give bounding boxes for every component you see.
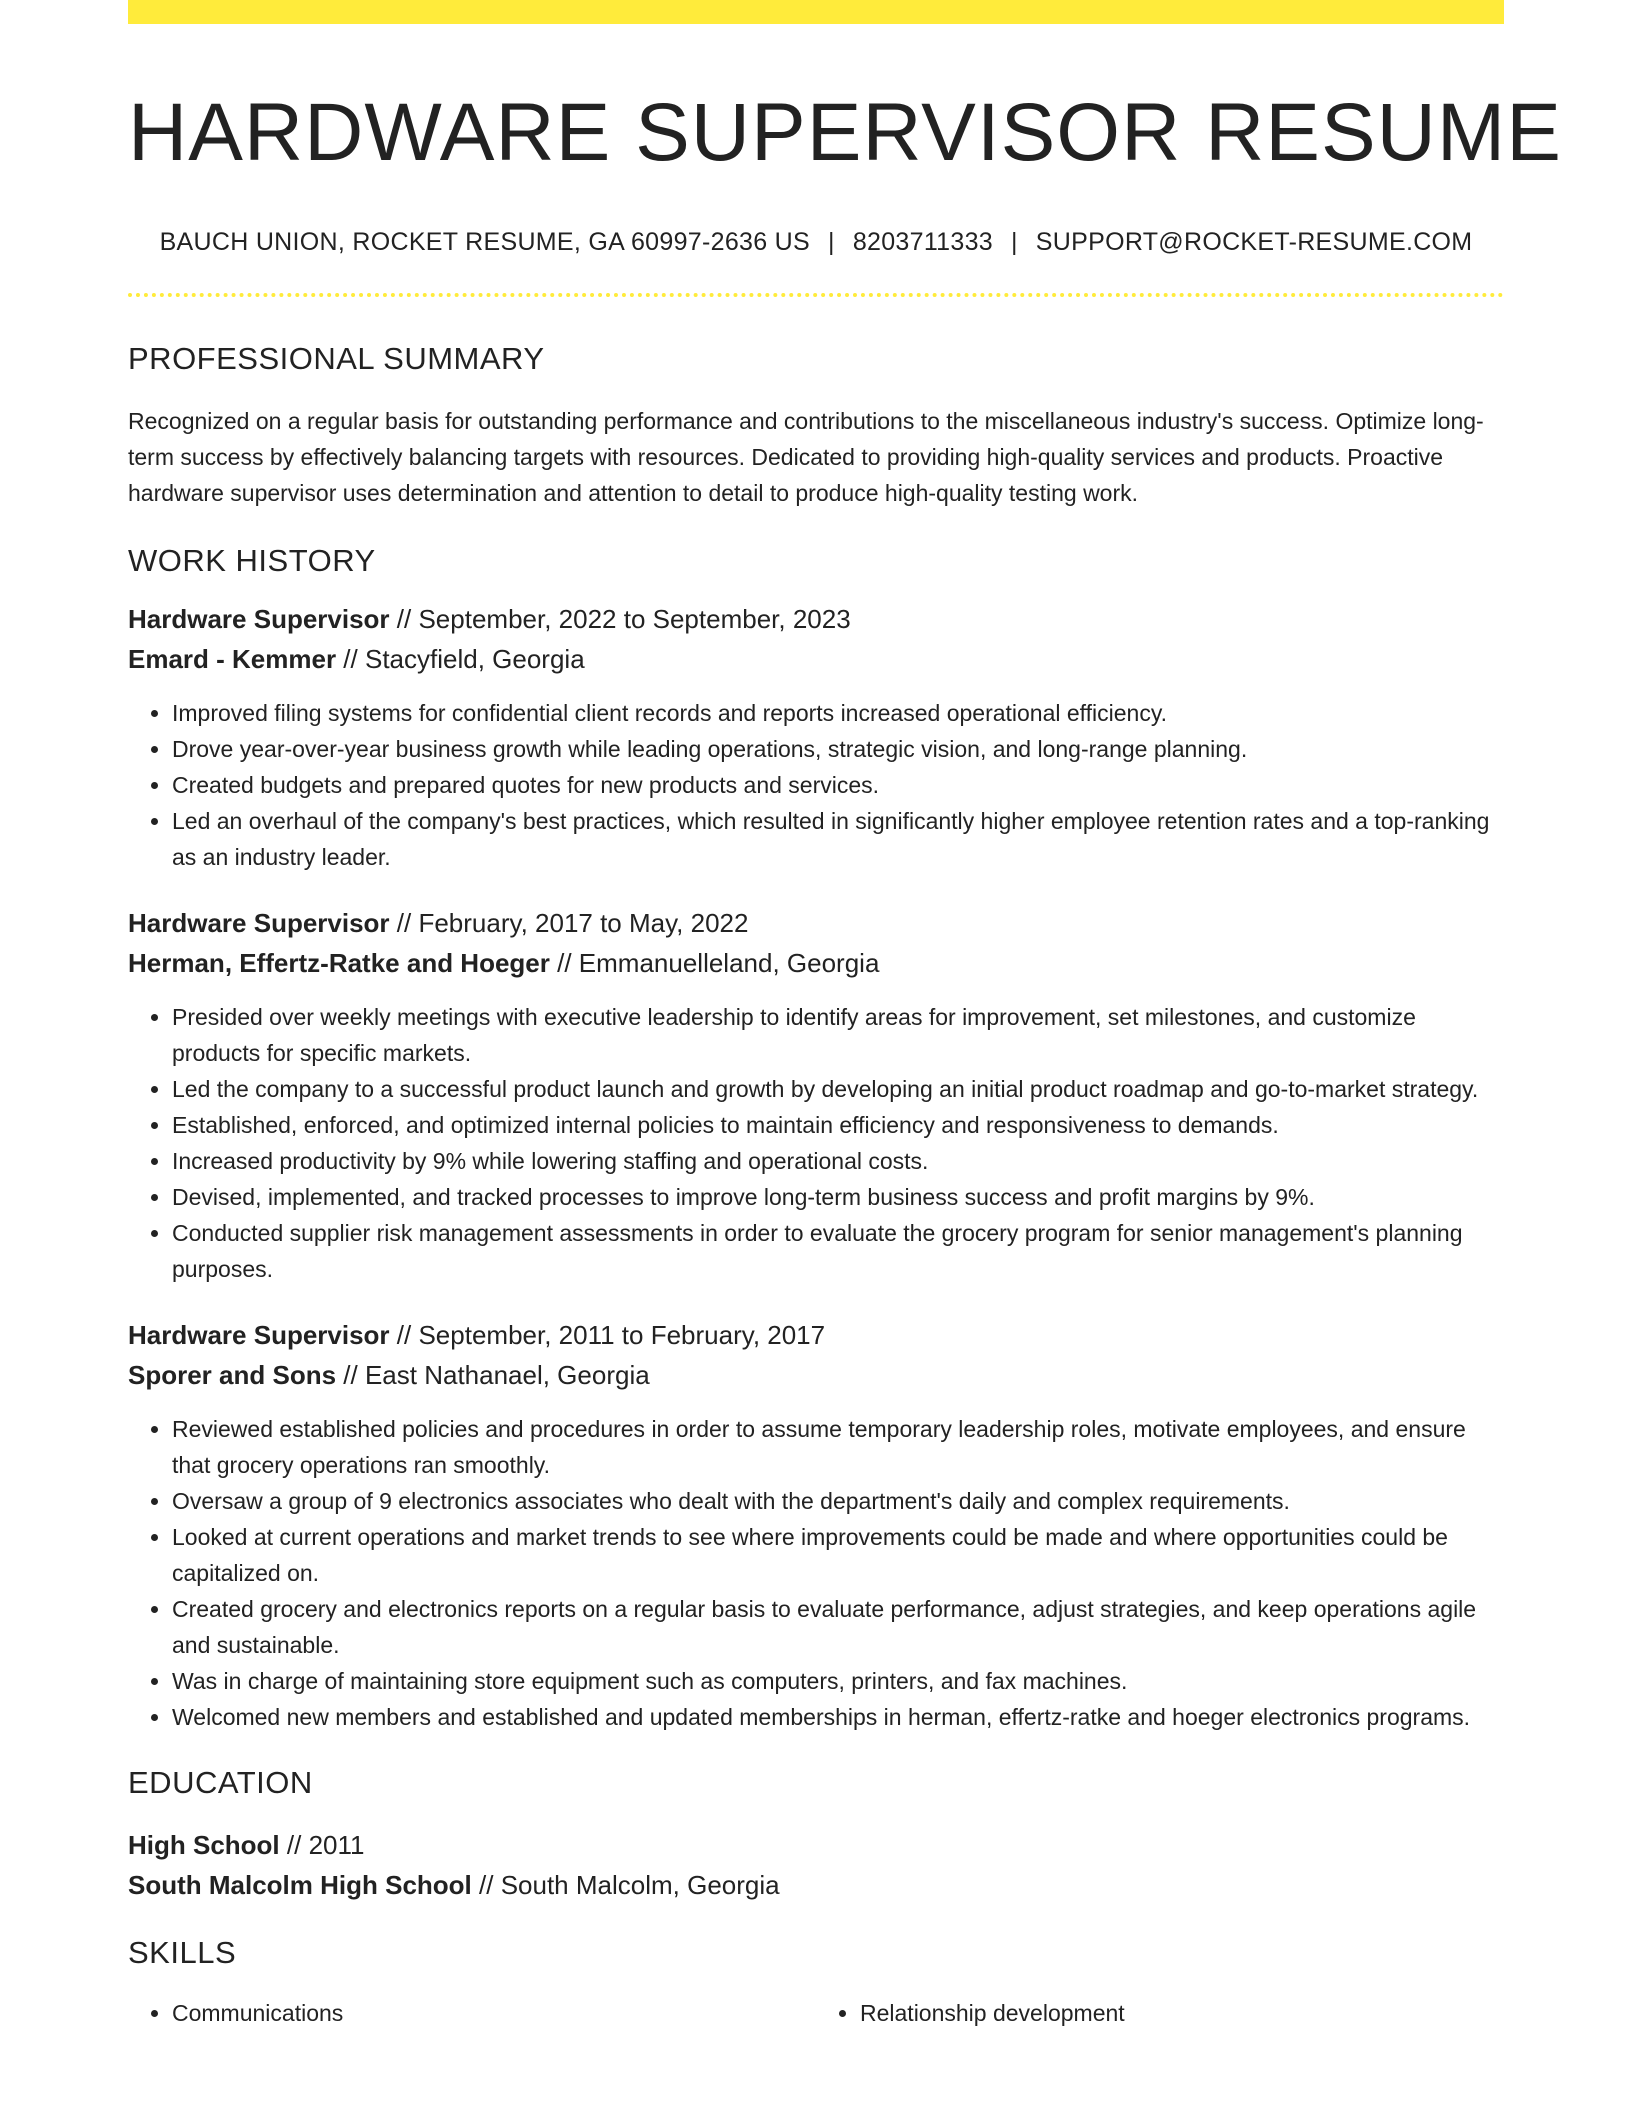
job-bullet: • Created budgets and prepared quotes for new products and services.	[172, 767, 1504, 803]
work-history-heading: WORK HISTORY	[128, 543, 376, 579]
education-school-line	[128, 1865, 1504, 1905]
job-bullets	[128, 695, 1504, 875]
job-bullet: • Created grocery and electronics reports on a regular basis to evaluate performance, adjust strategies, and keep operations agile and sustainable.	[172, 1591, 1504, 1663]
education-heading: EDUCATION	[128, 1765, 313, 1801]
job-location: Emmanuelleland, Georgia	[578, 948, 880, 979]
job-bullet: • Was in charge of maintaining store equipment such as computers, printers, and fax machines.	[172, 1663, 1504, 1699]
job-company-line	[128, 1355, 1504, 1395]
contact-line	[128, 228, 1504, 257]
education-entry	[128, 1825, 1504, 1905]
job-company-line	[128, 943, 1504, 983]
job-bullet: • Led an overhaul of the company's best practices, which resulted in significantly higher employee retention rates and a top-ranking as an industry leader.	[172, 803, 1504, 875]
contact-separator: |	[828, 228, 835, 257]
job-company-line	[128, 639, 1504, 679]
job-delimiter: //	[336, 1360, 365, 1391]
skills-column-left	[128, 1995, 816, 2031]
job-bullet: • Drove year-over-year business growth while leading operations, strategic vision, and long-range planning.	[172, 731, 1504, 767]
summary-text: Recognized on a regular basis for outstanding performance and contributions to the miscellaneous industry's success. Optimize long-term success by effectively balancing targets with resources. Dedicated to providing high-quality services and products. Proactive hardware supervisor uses determination and attention to detail to produce high-quality testing work.	[128, 408, 1484, 507]
job-location: Stacyfield, Georgia	[364, 644, 585, 675]
job-bullets	[128, 999, 1504, 1287]
job-delimiter: //	[389, 604, 419, 635]
job-bullet: • Welcomed new members and established and updated memberships in herman, effertz-ratke and hoeger electronics programs.	[172, 1699, 1504, 1735]
job-delimiter: //	[389, 908, 419, 939]
job-title: Hardware Supervisor	[128, 604, 390, 635]
job-title-line	[128, 599, 1504, 639]
contact-email[interactable]: SUPPORT@ROCKET-RESUME.COM	[1035, 228, 1473, 257]
job-company: Herman, Effertz-Ratke and Hoeger	[128, 948, 550, 979]
job-dates: February, 2017 to May, 2022	[418, 908, 749, 939]
contact-phone[interactable]: 8203711333	[852, 228, 993, 257]
job-company: Sporer and Sons	[128, 1360, 337, 1391]
resume-title: HARDWARE SUPERVISOR RESUME	[128, 87, 1562, 178]
job-bullets	[128, 1411, 1504, 1735]
skills-column-right	[816, 1995, 1504, 2031]
job-delimiter: //	[549, 948, 579, 979]
job-bullet: • Established, enforced, and optimized internal policies to maintain efficiency and responsiveness to demands.	[172, 1107, 1504, 1143]
job-title: Hardware Supervisor	[128, 1320, 390, 1351]
job-location: East Nathanael, Georgia	[364, 1360, 650, 1391]
job-entry	[128, 1315, 1504, 1735]
job-title: Hardware Supervisor	[128, 908, 390, 939]
resume-page	[128, 0, 1562, 2031]
job-bullet: • Increased productivity by 9% while lowering staffing and operational costs.	[172, 1143, 1504, 1179]
job-company: Emard - Kemmer	[128, 644, 337, 675]
skills-list	[128, 1995, 1504, 2031]
job-bullet: • Oversaw a group of 9 electronics associates who dealt with the department's daily and complex requirements.	[172, 1483, 1504, 1519]
skill-item: • Communications	[172, 1995, 816, 2031]
summary-heading: PROFESSIONAL SUMMARY	[128, 341, 545, 377]
education-year: 2011	[308, 1830, 365, 1861]
education-degree-line	[128, 1825, 1504, 1865]
job-delimiter: //	[336, 644, 365, 675]
job-bullet: • Led the company to a successful product launch and growth by developing an initial product roadmap and go-to-market strategy.	[172, 1071, 1504, 1107]
job-dates: September, 2011 to February, 2017	[418, 1320, 826, 1351]
job-bullet: • Looked at current operations and market trends to see where improvements could be made and where opportunities could be capitalized on.	[172, 1519, 1504, 1591]
skill-item: • Relationship development	[860, 1995, 1504, 2031]
contact-separator: |	[1011, 228, 1018, 257]
job-entry	[128, 903, 1504, 1287]
job-delimiter: //	[389, 1320, 419, 1351]
job-bullet: • Improved filing systems for confidential client records and reports increased operational efficiency.	[172, 695, 1504, 731]
dotted-divider	[128, 293, 1504, 297]
education-degree: High School	[128, 1830, 280, 1861]
top-accent-bar	[128, 0, 1504, 24]
job-bullet: • Devised, implemented, and tracked processes to improve long-term business success and profit margins by 9%.	[172, 1179, 1504, 1215]
job-dates: September, 2022 to September, 2023	[418, 604, 851, 635]
job-bullet: • Conducted supplier risk management assessments in order to evaluate the grocery program for senior management's planning purposes.	[172, 1215, 1504, 1287]
job-bullet: • Reviewed established policies and procedures in order to assume temporary leadership roles, motivate employees, and ensure that grocery operations ran smoothly.	[172, 1411, 1504, 1483]
job-entry	[128, 599, 1504, 875]
education-delimiter: //	[279, 1830, 309, 1861]
job-title-line	[128, 1315, 1504, 1355]
education-location: South Malcolm, Georgia	[500, 1870, 780, 1901]
education-school: South Malcolm High School	[128, 1870, 472, 1901]
contact-address: BAUCH UNION, ROCKET RESUME, GA 60997-2636 US	[159, 228, 811, 257]
education-delimiter: //	[471, 1870, 501, 1901]
job-title-line	[128, 903, 1504, 943]
job-bullet: • Presided over weekly meetings with executive leadership to identify areas for improvement, set milestones, and customize products for specific markets.	[172, 999, 1504, 1071]
skills-heading: SKILLS	[128, 1935, 237, 1971]
